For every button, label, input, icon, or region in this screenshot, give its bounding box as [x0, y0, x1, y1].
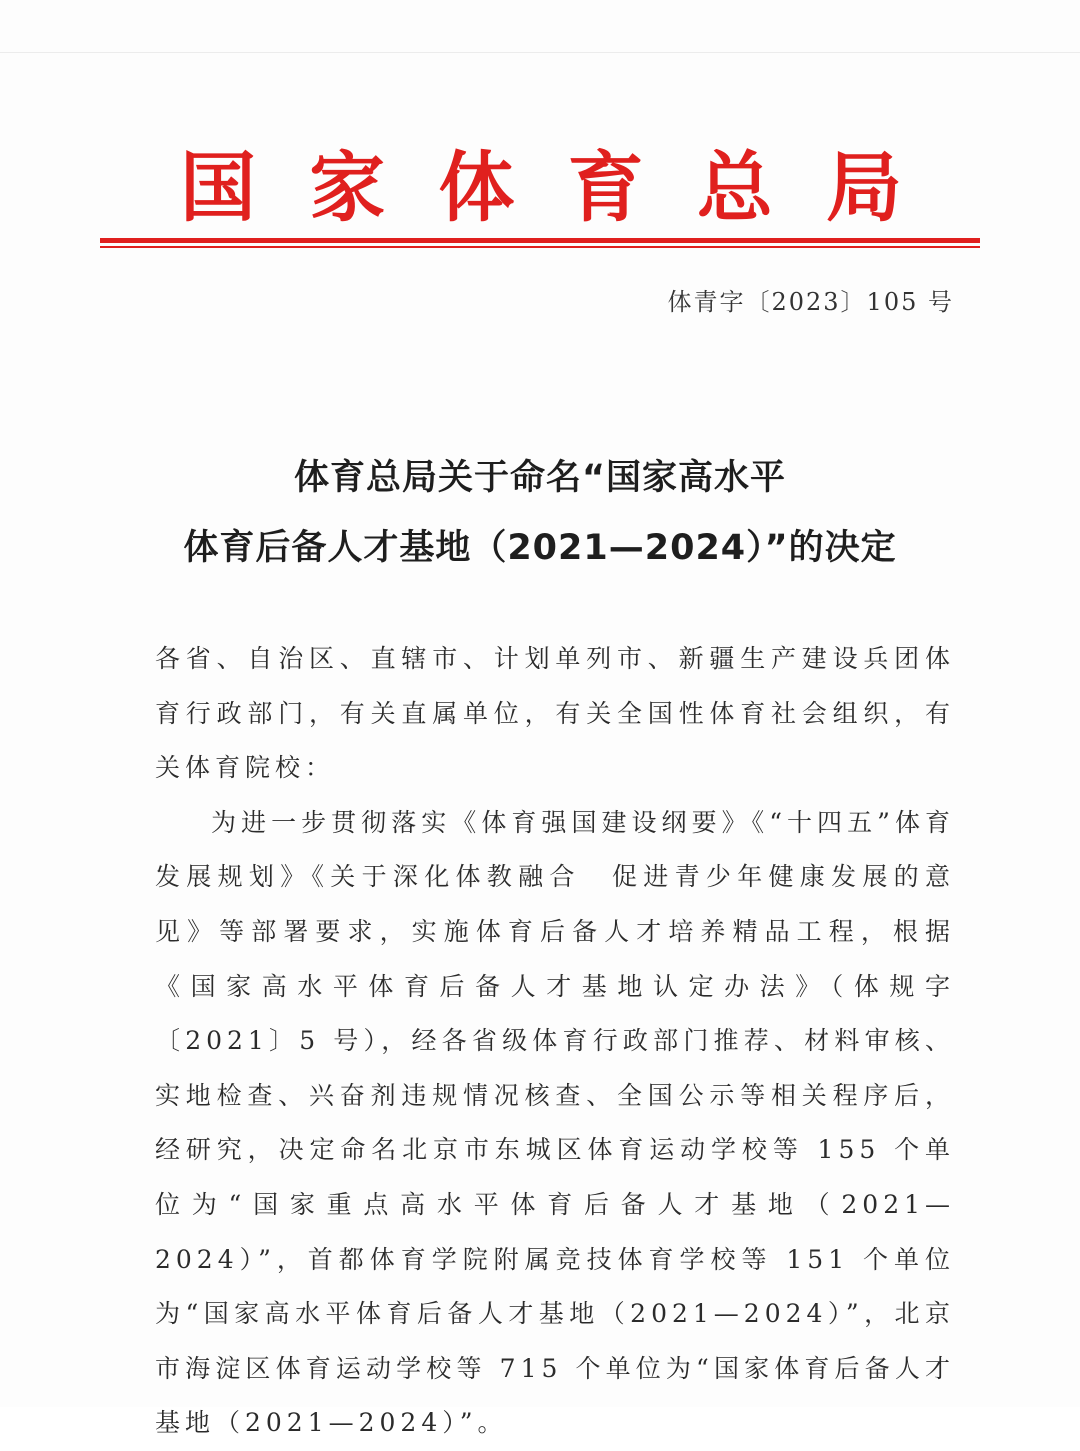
masthead-char: 局	[825, 143, 902, 232]
masthead-char: 育	[567, 143, 644, 232]
body-paragraph: 为进一步贯彻落实《体育强国建设纲要》《“十四五”体育发展规划》《关于深化体教融合 促进青少年健康发展的意见》等部署要求，实施体育后备人才培养精品工程，根据《国家高水平体育后备人才基地认定办法》（体规字〔2021〕5 号），经各省级体育行政部门推荐、材料审核、实地检查、兴奋剂违规情况核查、全国公示等相关程序后，经研究，决定命名北京市东城区体育运动学校等 155 个单位为“国家重点高水平体育后备人才基地（2021—2024）”，首都体育学院附属竞技体育学校等 151 个单位为“国家高水平体育后备人才基地（2021—2024）”，北京市海淀区体育运动学校等 715 个单位为“国家体育后备人才基地（2021—2024）”。	[155, 807, 955, 1438]
masthead-rule-thin	[100, 246, 980, 248]
masthead-char: 总	[696, 143, 773, 232]
document-title-line2: 体育后备人才基地（2021—2024）”的决定	[183, 528, 897, 568]
document-title-line1: 体育总局关于命名“国家高水平	[293, 458, 786, 498]
masthead-char: 国	[180, 143, 256, 232]
document-body	[155, 632, 955, 1451]
agency-masthead	[100, 138, 980, 238]
document-number: 体青字〔2023〕105 号	[667, 288, 954, 316]
masthead-char: 体	[438, 143, 515, 232]
salutation: 各省、自治区、直辖市、计划单列市、新疆生产建设兵团体育行政部门，有关直属单位，有关全国性体育社会组织，有关体育院校：	[155, 644, 955, 783]
masthead-rule-thick	[100, 238, 980, 243]
masthead-char: 家	[309, 143, 386, 232]
scan-edge-line	[0, 52, 1080, 53]
